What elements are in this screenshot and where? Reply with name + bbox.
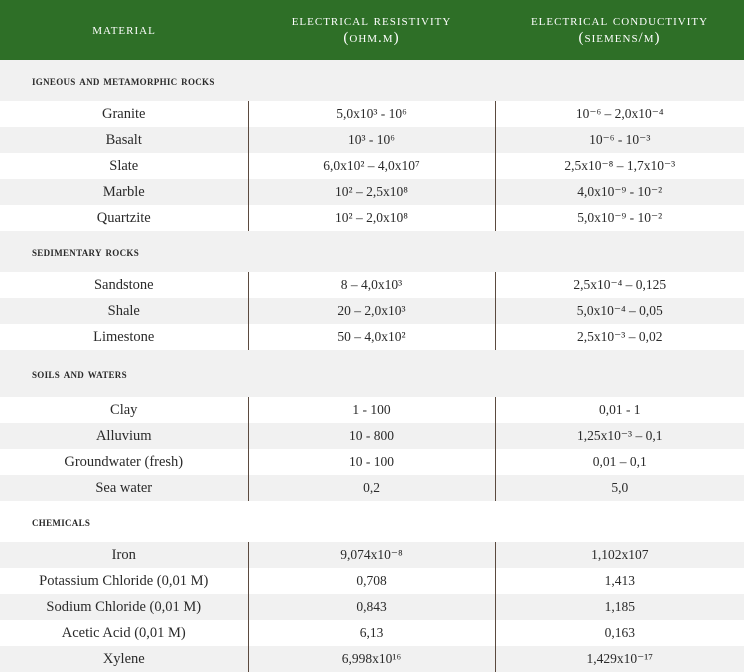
conductivity-cell: 1,185 bbox=[604, 599, 635, 614]
header-material bbox=[0, 0, 248, 60]
table-header bbox=[0, 0, 744, 60]
table-row bbox=[0, 298, 744, 324]
section-header-row bbox=[0, 501, 744, 542]
resistivity-cell: 10 - 100 bbox=[248, 449, 495, 475]
material-cell: Iron bbox=[111, 546, 136, 563]
table-row bbox=[0, 205, 744, 231]
section-title: soils and waters bbox=[32, 365, 127, 381]
conductivity-cell: 2,5x10⁻⁴ – 0,125 bbox=[573, 277, 667, 292]
conductivity-cell: 10⁻⁶ - 10⁻³ bbox=[589, 132, 651, 147]
conductivity-cell: 5,0 bbox=[611, 480, 629, 495]
conductivity-cell: 5,0x10⁻⁹ - 10⁻² bbox=[577, 210, 663, 225]
header-conductivity bbox=[495, 0, 744, 60]
conductivity-cell: 1,102x107 bbox=[591, 547, 649, 562]
material-cell: Slate bbox=[109, 157, 139, 174]
resistivity-cell: 6,13 bbox=[248, 620, 495, 646]
resistivity-cell: 10³ - 10⁶ bbox=[248, 127, 495, 153]
table-row bbox=[0, 475, 744, 501]
table-row bbox=[0, 272, 744, 298]
material-cell: Groundwater (fresh) bbox=[64, 453, 184, 470]
conductivity-cell: 1,429x10⁻¹⁷ bbox=[586, 651, 653, 666]
resistivity-cell: 6,0x10² – 4,0x10⁷ bbox=[248, 153, 495, 179]
section-header-row bbox=[0, 231, 744, 272]
table-row bbox=[0, 101, 744, 127]
resistivity-cell: 50 – 4,0x10² bbox=[248, 324, 495, 350]
material-cell: Granite bbox=[102, 105, 146, 122]
resistivity-cell: 0,2 bbox=[248, 475, 495, 501]
header-resistivity bbox=[248, 0, 495, 60]
conductivity-cell: 5,0x10⁻⁴ – 0,05 bbox=[576, 303, 663, 318]
table-row bbox=[0, 568, 744, 594]
table-row bbox=[0, 153, 744, 179]
header-material-label: material bbox=[92, 21, 156, 38]
material-cell: Basalt bbox=[105, 131, 142, 148]
conductivity-cell: 4,0x10⁻⁹ - 10⁻² bbox=[577, 184, 663, 199]
section-header-row bbox=[0, 350, 744, 397]
header-conductivity-label: electrical conductivity bbox=[530, 13, 709, 29]
section-title: chemicals bbox=[32, 513, 91, 529]
section-header-row bbox=[0, 60, 744, 101]
material-cell: Sea water bbox=[95, 479, 153, 496]
table-row bbox=[0, 127, 744, 153]
resistivity-cell: 10 - 800 bbox=[248, 423, 495, 449]
resistivity-cell: 10² – 2,0x10⁸ bbox=[248, 205, 495, 231]
resistivity-cell: 1 - 100 bbox=[248, 397, 495, 423]
resistivity-cell: 8 – 4,0x10³ bbox=[248, 272, 495, 298]
header-resistivity-unit: (ohm.m) bbox=[343, 30, 400, 46]
resistivity-cell: 10² – 2,5x10⁸ bbox=[248, 179, 495, 205]
resistivity-cell: 6,998x10¹⁶ bbox=[248, 646, 495, 672]
resistivity-cell: 0,843 bbox=[248, 594, 495, 620]
conductivity-cell: 10⁻⁶ – 2,0x10⁻⁴ bbox=[575, 106, 664, 121]
conductivity-cell: 0,163 bbox=[604, 625, 635, 640]
table-row bbox=[0, 324, 744, 350]
material-cell: Limestone bbox=[93, 328, 155, 345]
material-cell: Sandstone bbox=[93, 276, 154, 293]
table-row bbox=[0, 620, 744, 646]
table-row bbox=[0, 423, 744, 449]
conductivity-cell: 1,25x10⁻³ – 0,1 bbox=[577, 428, 663, 443]
header-resistivity-label: electrical resistivity bbox=[291, 13, 452, 29]
conductivity-cell: 0,01 - 1 bbox=[598, 402, 641, 417]
material-cell: Sodium Chloride (0,01 M) bbox=[46, 598, 202, 615]
material-cell: Marble bbox=[102, 183, 145, 200]
header-conductivity-unit: (siemens/m) bbox=[578, 30, 661, 46]
material-cell: Clay bbox=[110, 401, 138, 418]
resistivity-cell: 0,708 bbox=[248, 568, 495, 594]
resistivity-cell: 5,0x10³ - 10⁶ bbox=[248, 101, 495, 127]
material-cell: Shale bbox=[107, 302, 140, 319]
table-row bbox=[0, 594, 744, 620]
conductivity-cell: 1,413 bbox=[604, 573, 635, 588]
table-body bbox=[0, 60, 744, 672]
material-cell: Xylene bbox=[102, 650, 145, 667]
table-row bbox=[0, 542, 744, 568]
table-row bbox=[0, 179, 744, 205]
table-row bbox=[0, 397, 744, 423]
table-row bbox=[0, 646, 744, 672]
table-row bbox=[0, 449, 744, 475]
conductivity-cell: 2,5x10⁻⁸ – 1,7x10⁻³ bbox=[564, 158, 676, 173]
conductivity-cell: 0,01 – 0,1 bbox=[592, 454, 647, 469]
material-cell: Alluvium bbox=[95, 427, 152, 444]
resistivity-cell: 9,074x10⁻⁸ bbox=[248, 542, 495, 568]
material-cell: Acetic Acid (0,01 M) bbox=[61, 624, 186, 641]
material-cell: Potassium Chloride (0,01 M) bbox=[39, 572, 209, 589]
conductivity-cell: 2,5x10⁻³ – 0,02 bbox=[577, 329, 663, 344]
resistivity-cell: 20 – 2,0x10³ bbox=[248, 298, 495, 324]
material-cell: Quartzite bbox=[96, 209, 151, 226]
section-title: igneous and metamorphic rocks bbox=[32, 72, 215, 88]
section-title: sedimentary rocks bbox=[32, 243, 140, 259]
